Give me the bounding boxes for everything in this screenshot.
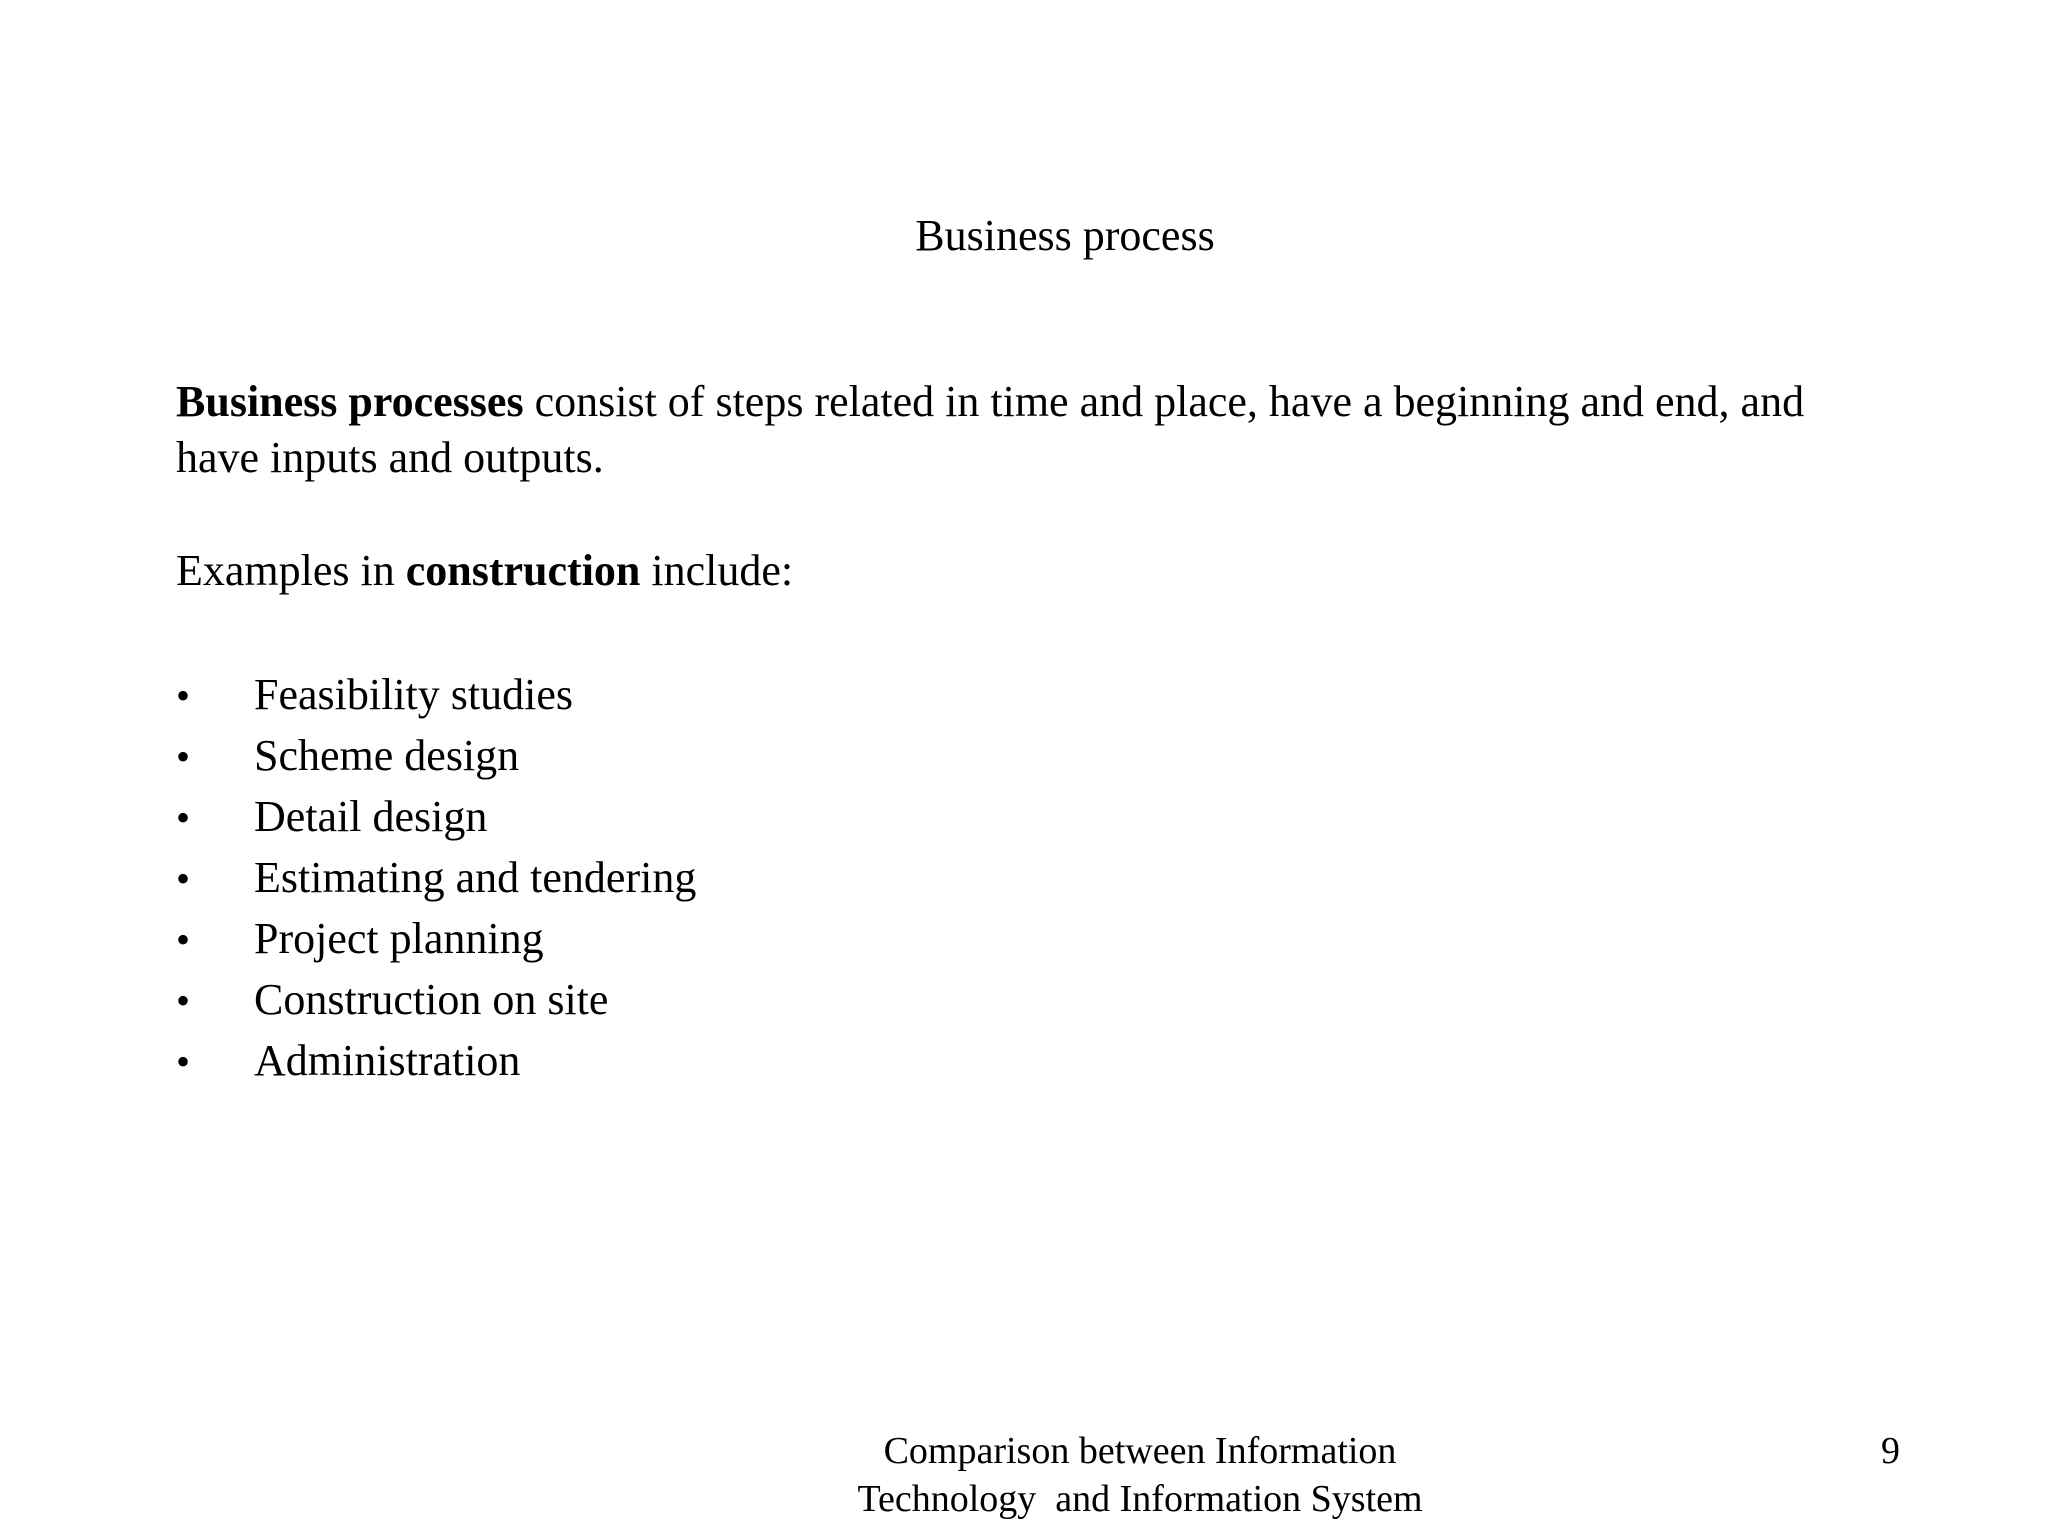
list-item-text: Feasibility studies <box>254 670 573 719</box>
list-item-text: Construction on site <box>254 975 609 1024</box>
examples-list <box>176 664 696 1091</box>
examples-intro <box>176 543 793 599</box>
examples-intro-prefix: Examples in <box>176 546 406 595</box>
definition-term: Business processes <box>176 377 524 426</box>
bullet-icon: • <box>176 917 191 962</box>
page-number: 9 <box>1881 1430 1900 1472</box>
bullet-icon: • <box>176 795 191 840</box>
slide-title: Business process <box>915 211 1215 260</box>
list-item-text: Estimating and tendering <box>254 853 697 902</box>
bullet-icon: • <box>176 1039 191 1084</box>
examples-intro-suffix: include: <box>640 546 794 595</box>
list-item <box>176 1030 696 1091</box>
slide-footer <box>620 1427 1660 1523</box>
examples-intro-emphasis: construction <box>405 546 641 595</box>
list-item <box>176 786 696 847</box>
list-item <box>176 725 696 786</box>
list-item <box>176 664 696 725</box>
list-item-text: Scheme design <box>254 731 520 780</box>
definition-paragraph <box>176 374 1896 486</box>
bullet-icon: • <box>176 734 191 779</box>
list-item <box>176 908 696 969</box>
bullet-icon: • <box>176 978 191 1023</box>
list-item-text: Project planning <box>254 914 544 963</box>
definition-text: consist of steps related in time and place, have a beginning and end, and have inputs and outputs. <box>176 377 1805 482</box>
list-item-text: Administration <box>254 1036 521 1085</box>
bullet-icon: • <box>176 673 191 718</box>
bullet-icon: • <box>176 856 191 901</box>
list-item-text: Detail design <box>254 792 488 841</box>
footer-line-2: Technology and Information System <box>857 1478 1423 1520</box>
list-item <box>176 969 696 1030</box>
list-item <box>176 847 696 908</box>
footer-line-1: Comparison between Information <box>883 1430 1397 1472</box>
